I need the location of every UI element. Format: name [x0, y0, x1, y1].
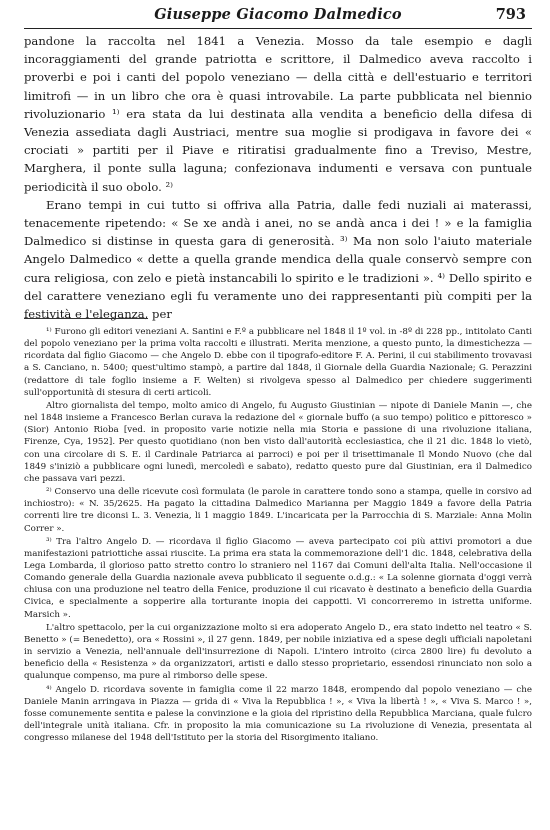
- page-number: 793: [495, 6, 526, 23]
- footnote-3: ³⁾ Tra l'altro Angelo D. — ricordava il figlio Giacomo — aveva partecipato coi più attivi promotori a due manifestazioni patriottiche assai riuscite. La prima era stata la commemorazione dell'1 dic. 1848, celebrativa della Lega Lombarda, il glorioso patto stretto contro lo straniero nel 1167 dai Comuni dell'alta Italia. Nell'occasione il Comando generale della Guardia nazionale aveva pubblicato il seguente o.d.g.: « La solenne giornata d'oggi verrà chiusa con una produzione nel teatro della Fenice, produzione il cui ricavato è destinato a beneficio della Guardia Civica, e specialmente a sopperire alla torturante inopia dei cappotti. Vi concorreremo in istretta uniforme. Marsich ».: [24, 536, 532, 620]
- footnote-separator: [24, 318, 148, 319]
- running-title: Giuseppe Giacomo Dalmedico: [154, 6, 402, 23]
- footnote-3-continued: L'altro spettacolo, per la cui organizzazione molto si era adoperato Angelo D., era stato indetto nel teatro « S. Benetto » (= Benedetto), ora « Rossini », il 27 genn. 1849, per nobile iniziativa ed a spese degli ufficiali napoletani in servizio a Venezia, nell'annuale dell'insurrezione di Napoli. L'intero introito (circa 2800 lire) fu devoluto a beneficio della « Resistenza » da organizzatori, artisti e dallo stesso proprietario, essendosi rinunciato non solo a qualunque compenso, ma pure al rimborso delle spese.: [24, 622, 532, 682]
- body-paragraph-1: pandone la raccolta nel 1841 a Venezia. Mosso da tale esempio e dagli incoraggiamenti del grande patriotta e scrittore, il Dalmedico aveva raccolto i proverbi e poi i canti del popolo veneziano — della città e dell'estuario e territori limitrofi — in un libro che ora è quasi introvabile. La parte pubblicata nel biennio rivoluzionario ¹⁾ era stata da lui destinata alla vendita a beneficio della difesa di Venezia assediata dagli Austriaci, mentre sua moglie si prodigava in favore dei « crociati » partiti per il Piave e ritiratisi gradualmente fino a Treviso, Mestre, Marghera, il ponte sulla laguna; confezionava indumenti e versava con puntuale periodicità il suo obolo. ²⁾: [24, 34, 532, 194]
- body-paragraph-2: Erano tempi in cui tutto si offriva alla Patria, dalle fedi nuziali ai materassi, tenacemente ripetendo: « Se xe andà i anei, no se andà anca i dei ! » e la famiglia Dalmedico si distinse in questa gara di generosità. ³⁾ Ma non solo l'aiuto materiale Angelo Dalmedico « dette a quella grande mendica della quale conservò sempre con cura religiosa, con zelo e pietà instancabili lo spirito e le tradizioni ». ⁴⁾ Dello spirito e del carattere veneziano egli fu veramente uno dei rappresentanti più compiti per la festività e l'eleganza, per: [24, 197, 532, 322]
- footnotes: [24, 326, 532, 745]
- footnote-1-continued: Altro giornalista del tempo, molto amico di Angelo, fu Augusto Giustinian — nipote di Daniele Manin —, che nel 1848 insieme a Francesco Berlan curava la redazione del « giornale buffo (a suo tempo) politico e pittoresco » (Sior) Antonio Rioba [ved. in proposito varie notizie nella mia Storia e passione di una rivoluzione italiana, Firenze, Cya, 1952]. Per questo quotidiano (non ben visto dall'autorità ecclesiastica, che il 21 dic. 1848 lo vietò, con una circolare di S. E. il Cardinale Patriarca ai parroci) e poi per il trisettimanale Il Mondo Nuovo (che dal 1849 s'iniziò a pubblicare ogni lunedì, mercoledì e sabato), redatto questo pure dal Giustinian, era il Dalmedico che passava vari pezzi.: [24, 400, 532, 484]
- main-text: [24, 32, 532, 323]
- footnote-1: ¹⁾ Furono gli editori veneziani A. Santini e F.º a pubblicare nel 1848 il 1º vol. in -8º di 228 pp., intitolato Canti del popolo veneziano per la prima volta raccolti e illustrati. Merita menzione, a questo punto, la dimestichezza — ricordata dal figlio Giacomo — che Angelo D. ebbe con il tipografo-editore F. A. Perini, il cui stabilimento trovavasi a S. Canciano, n. 5400; quest'ultimo stampò, a partire dal 1848, il Giornale della Guardia Nazionale; G. Perazzini (redattore di tale foglio insieme a F. Welten) si rivolgeva spesso al Dalmedico per chiedere suggerimenti sull'opportunità di stesura di certi articoli.: [24, 327, 532, 398]
- footnote-2: ²⁾ Conservo una delle ricevute così formulata (le parole in carattere tondo sono a stampa, quelle in corsivo ad inchiostro): « N. 35/2625. Ha pagato la cittadina Dalmedico Marianna per Maggio 1849 a favore della Patria correnti lire tre diconsi L. 3. Venezia, li 1 maggio 1849. L'incaricata per la Parrocchia di S. Marziale: Anna Molin Correr ».: [24, 487, 532, 534]
- footnote-4: ⁴⁾ Angelo D. ricordava sovente in famiglia come il 22 marzo 1848, erompendo dal popolo veneziano — che Daniele Manin arringava in Piazza — grida di « Viva la Repubblica ! », « Viva la libertà ! », « Viva S. Marco ! », fosse comunemente sentita e palese la convinzione e la gioia del ripristino della Repubblica Marciana, quale fulcro dell'integrale unità italiana. Cfr. in proposito la mia comunicazione su La rivoluzione di Venezia, presentata al congresso milanese del 1948 dell'Istituto per la storia del Risorgimento italiano.: [24, 684, 532, 744]
- running-header: [24, 4, 532, 29]
